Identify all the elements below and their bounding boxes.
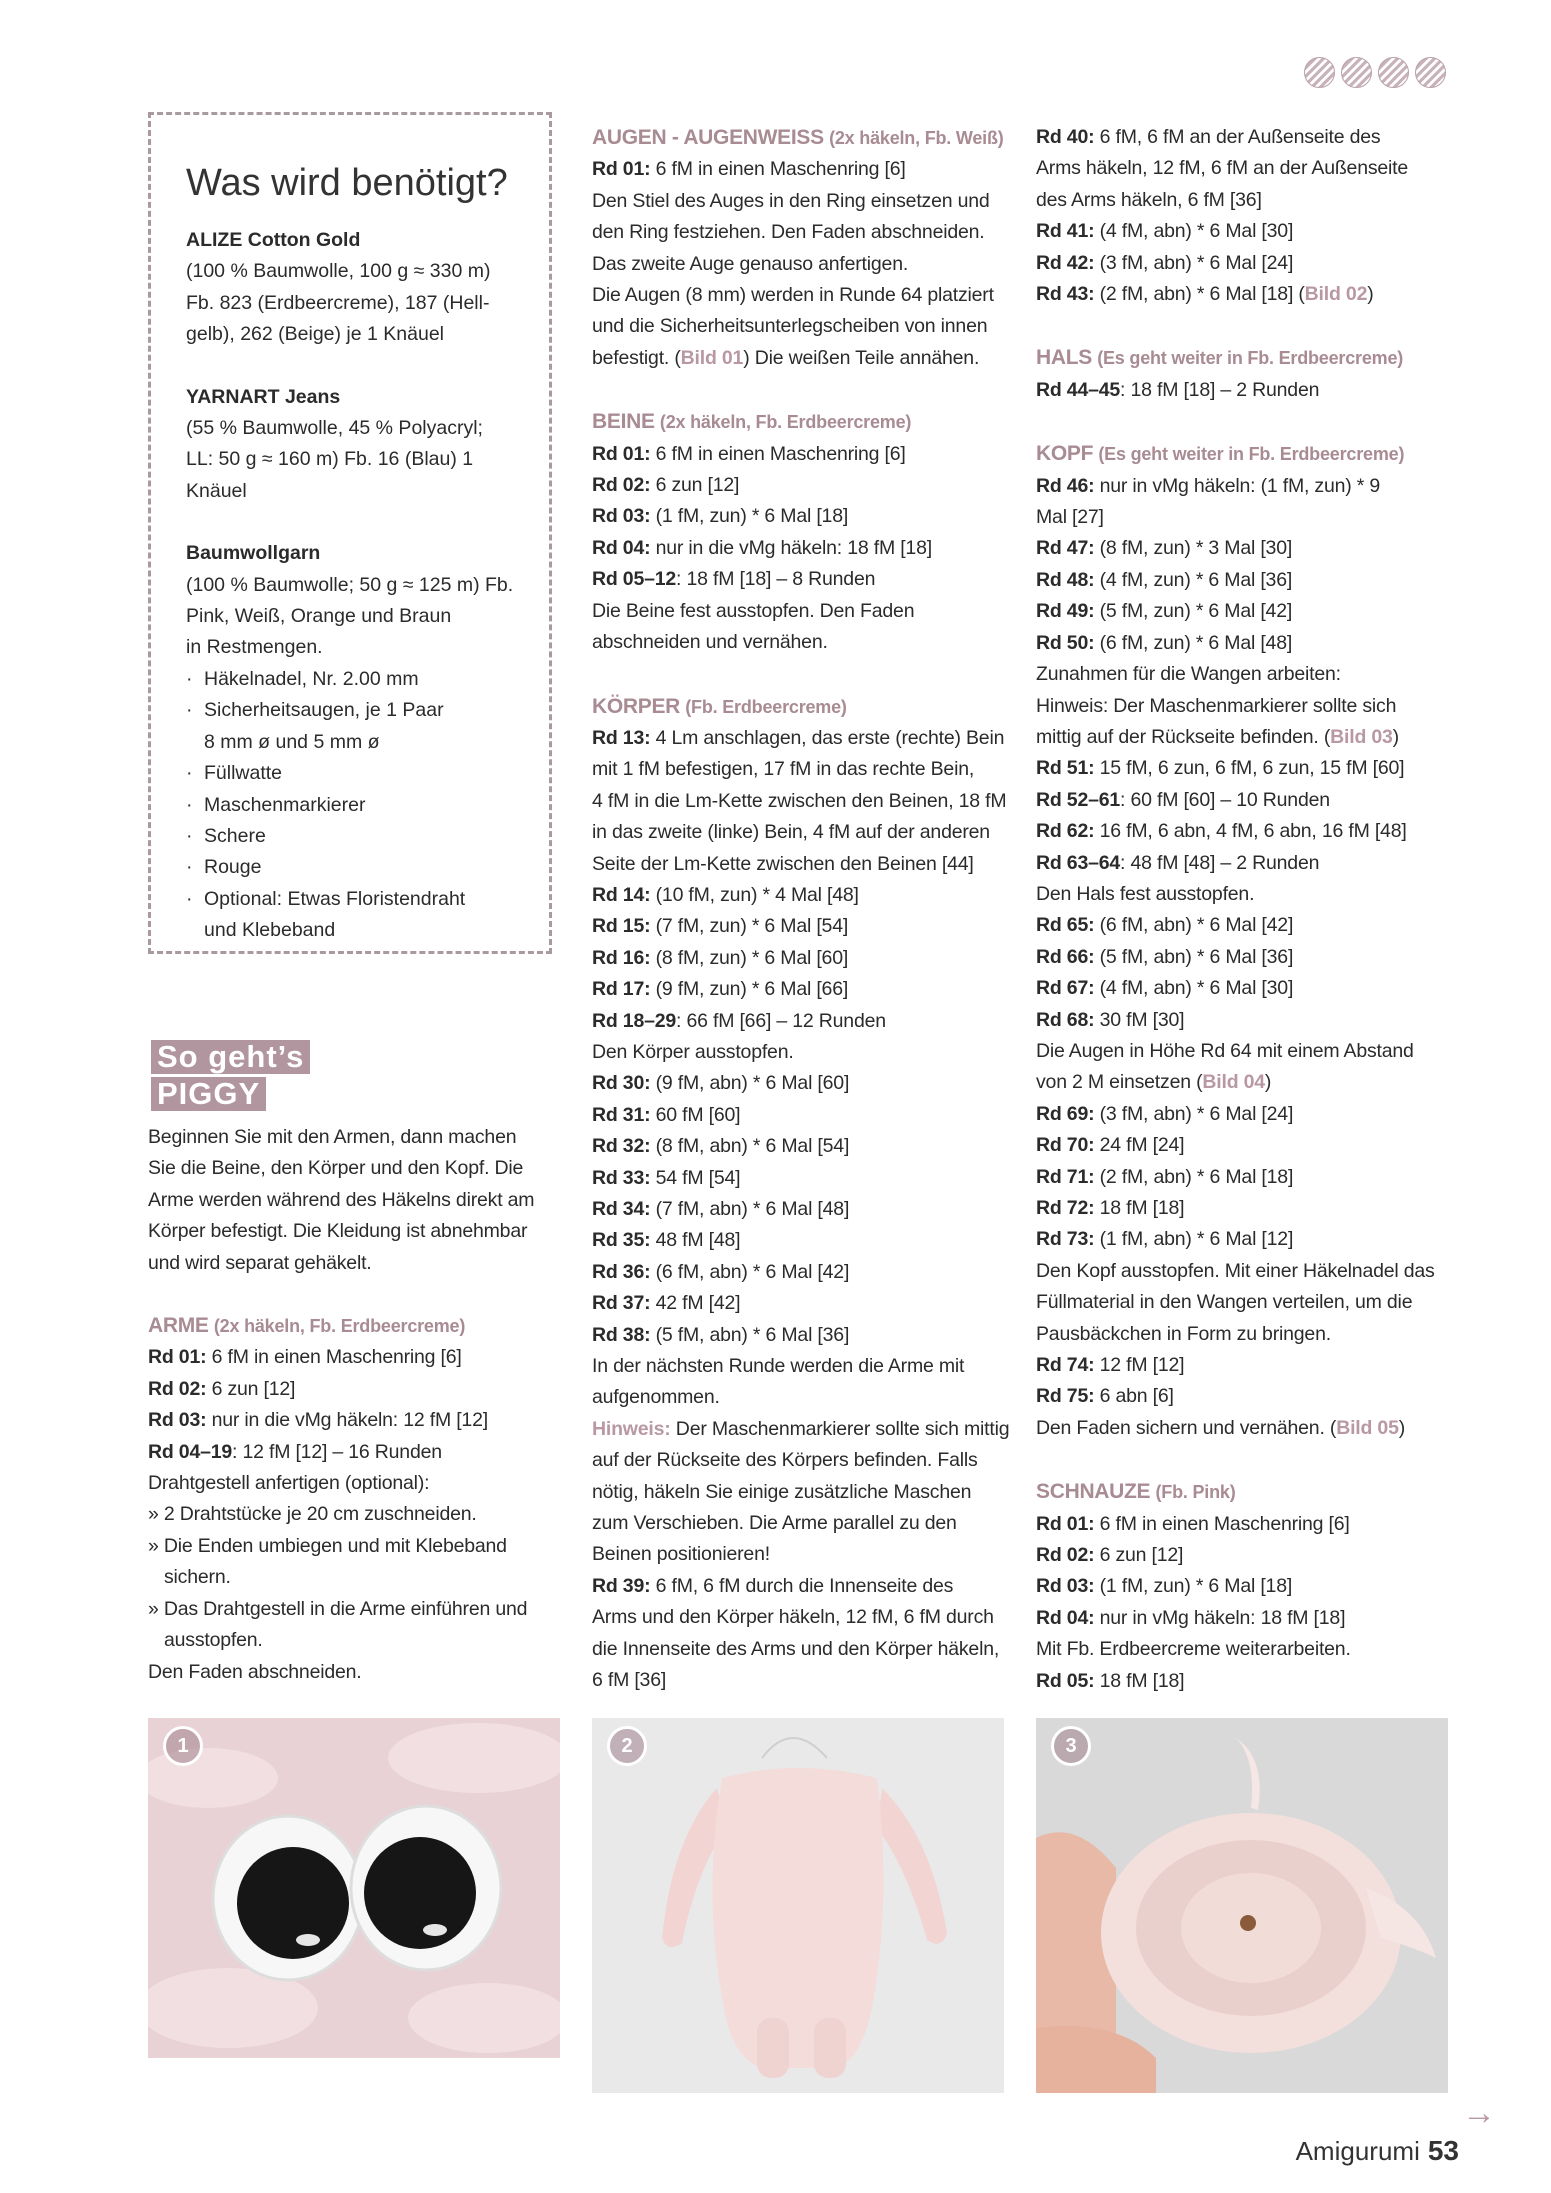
text-span: 54 fM [54] bbox=[650, 1166, 741, 1189]
round-row bbox=[1036, 628, 1456, 659]
text-span: (7 fM, zun) * 6 Mal [54] bbox=[650, 915, 849, 938]
text-span: Rd 33: bbox=[592, 1166, 651, 1189]
text-span: Rd 73: bbox=[1036, 1228, 1095, 1251]
round-row bbox=[592, 723, 1012, 754]
round-row bbox=[1036, 596, 1456, 627]
text-line: Den Stiel des Auges in den Ring einsetzen und bbox=[592, 189, 990, 212]
intro-line: und wird separat gehäkelt. bbox=[148, 1251, 372, 1274]
text-line: sichern. bbox=[164, 1566, 231, 1589]
text-span: Rd 65: bbox=[1036, 914, 1095, 937]
image-reference: Bild 05 bbox=[1336, 1416, 1399, 1439]
tag-piggy: PIGGY bbox=[151, 1077, 266, 1111]
materials-title: Was wird benötigt? bbox=[186, 162, 508, 204]
text-span: Rd 03: bbox=[592, 505, 651, 528]
text-span: Rd 42: bbox=[1036, 251, 1095, 274]
text-span: Rd 47: bbox=[1036, 537, 1095, 560]
round-row bbox=[1036, 1350, 1456, 1381]
text-span: (Es geht weiter in Fb. Erdbeercreme) bbox=[1098, 444, 1405, 465]
round-row bbox=[592, 1257, 1012, 1288]
text-span: Rd 04: bbox=[1036, 1606, 1095, 1629]
text-span: (6 fM, abn) * 6 Mal [42] bbox=[1094, 914, 1294, 937]
text-line: Beinen positionieren! bbox=[592, 1543, 770, 1566]
text-line: Seite der Lm-Kette zwischen den Beinen [44] bbox=[592, 852, 974, 875]
text-span: Rd 32: bbox=[592, 1135, 651, 1158]
text-span: Rd 44–45 bbox=[1036, 378, 1121, 401]
text-line: » Die Enden umbiegen und mit Klebeband bbox=[148, 1534, 507, 1557]
round-row bbox=[592, 154, 1012, 185]
text-line: ausstopfen. bbox=[164, 1629, 263, 1652]
magazine-title: Amigurumi bbox=[1295, 2136, 1420, 2166]
tool-item: · Füllwatte bbox=[186, 758, 536, 789]
intro-line: Körper befestigt. Die Kleidung ist abnehmbar bbox=[148, 1220, 528, 1243]
round-row bbox=[1036, 1099, 1456, 1130]
tool-item: · Sicherheitsaugen, je 1 Paar bbox=[186, 695, 536, 726]
text-line: Den Hals fest ausstopfen. bbox=[1036, 882, 1255, 905]
text-span: 4 Lm anschlagen, das erste (rechte) Bein bbox=[650, 726, 1005, 749]
section-heading-koerper bbox=[592, 691, 1012, 723]
text-span: Rd 67: bbox=[1036, 977, 1095, 1000]
material-line: gelb), 262 (Beige) je 1 Knäuel bbox=[186, 323, 445, 346]
intro-line: Sie die Beine, den Körper und den Kopf. Die bbox=[148, 1157, 524, 1180]
next-page-arrow-icon: → bbox=[1462, 2094, 1496, 2132]
page-footer bbox=[1296, 2135, 1459, 2167]
round-row bbox=[592, 1320, 1012, 1351]
text-span: HALS bbox=[1036, 346, 1092, 370]
round-row bbox=[1036, 1193, 1456, 1224]
text-line: nötig, häkeln Sie einige zusätzliche Maschen bbox=[592, 1480, 972, 1503]
yarn-ball-icon bbox=[1415, 57, 1446, 88]
text-span: Rd 69: bbox=[1036, 1102, 1095, 1125]
text-span: 30 fM [30] bbox=[1094, 1008, 1185, 1031]
round-row bbox=[1036, 1666, 1456, 1697]
text-span: Rd 46: bbox=[1036, 474, 1095, 497]
text-span: Rd 48: bbox=[1036, 568, 1095, 591]
image-reference: Bild 03 bbox=[1330, 725, 1393, 748]
text-line bbox=[1036, 1413, 1456, 1444]
text-span: : 66 fM [66] – 12 Runden bbox=[676, 1009, 886, 1032]
round-row bbox=[1036, 848, 1456, 879]
text-span: 6 fM in einen Maschenring [6] bbox=[206, 1346, 462, 1369]
text-line: Zunahmen für die Wangen arbeiten: bbox=[1036, 663, 1341, 686]
text-line: mit 1 fM befestigen, 17 fM in das rechte Bein, bbox=[592, 758, 975, 781]
round-row bbox=[592, 1131, 1012, 1162]
material-name: Baumwollgarn bbox=[186, 542, 321, 565]
text-span: (Fb. Erdbeercreme) bbox=[685, 696, 847, 717]
text-span: Rd 02: bbox=[1036, 1544, 1095, 1567]
text-span: (2x häkeln, Fb. Erdbeercreme) bbox=[213, 1316, 466, 1337]
text-span: 6 zun [12] bbox=[1094, 1544, 1184, 1567]
text-line: die Innenseite des Arms und den Körper häkeln, bbox=[592, 1637, 1000, 1660]
tool-item: · Optional: Etwas Floristendraht bbox=[186, 884, 536, 915]
material-name: ALIZE Cotton Gold bbox=[186, 229, 361, 251]
text-line bbox=[1036, 1067, 1456, 1098]
text-span: 6 fM in einen Maschenring [6] bbox=[1094, 1512, 1350, 1535]
text-span: Rd 16: bbox=[592, 946, 651, 969]
text-span: (9 fM, zun) * 6 Mal [66] bbox=[650, 978, 849, 1001]
text-span: Rd 51: bbox=[1036, 757, 1095, 780]
text-line bbox=[1036, 722, 1456, 753]
page-number: 53 bbox=[1427, 2135, 1459, 2166]
text-span: : 18 fM [18] – 8 Runden bbox=[676, 568, 876, 591]
text-line: Drahtgestell anfertigen (optional): bbox=[148, 1472, 430, 1495]
text-span: Rd 03: bbox=[148, 1409, 207, 1432]
text-span: (3 fM, abn) * 6 Mal [24] bbox=[1094, 251, 1294, 274]
text-span: 6 abn [6] bbox=[1094, 1385, 1174, 1408]
text-line: auf der Rückseite des Körpers befinden. Falls bbox=[592, 1449, 978, 1472]
round-row bbox=[1036, 1540, 1456, 1571]
section-heading-kopf bbox=[1036, 438, 1456, 470]
round-row bbox=[1036, 375, 1456, 406]
text-span: : 18 fM [18] – 2 Runden bbox=[1120, 378, 1320, 401]
text-span: Rd 39: bbox=[592, 1574, 651, 1597]
text-span: ARME bbox=[148, 1314, 209, 1338]
text-span: (4 fM, zun) * 6 Mal [36] bbox=[1094, 568, 1293, 591]
text-span: Rd 17: bbox=[592, 978, 651, 1001]
text-span: Rd 50: bbox=[1036, 631, 1095, 654]
text-span: Rd 41: bbox=[1036, 220, 1095, 243]
photo-number-badge: 3 bbox=[1051, 1726, 1091, 1766]
text-line: 6 fM [36] bbox=[592, 1669, 667, 1692]
column-3-text bbox=[1036, 122, 1456, 1697]
section-heading-schnauze bbox=[1036, 1476, 1456, 1508]
text-line: Arms häkeln, 12 fM, 6 fM an der Außenseite bbox=[1036, 157, 1409, 180]
text-span: Rd 31: bbox=[592, 1103, 651, 1126]
round-row bbox=[1036, 471, 1456, 502]
text-span: Rd 04: bbox=[592, 536, 651, 559]
section-heading-arme bbox=[148, 1310, 558, 1342]
text-span: (8 fM, zun) * 6 Mal [60] bbox=[650, 946, 849, 969]
text-span: Rd 15: bbox=[592, 915, 651, 938]
section-tag bbox=[151, 1077, 266, 1111]
round-row bbox=[592, 1571, 1012, 1602]
text-span: KÖRPER bbox=[592, 694, 681, 718]
text-span: Rd 72: bbox=[1036, 1197, 1095, 1219]
text-span: Rd 70: bbox=[1036, 1134, 1095, 1157]
text-span: Rd 40: bbox=[1036, 126, 1095, 148]
text-span: (7 fM, abn) * 6 Mal [48] bbox=[650, 1198, 850, 1220]
text-span: 6 fM, 6 fM an der Außenseite des bbox=[1094, 126, 1381, 148]
text-span: nur in die vMg häkeln: 12 fM [12] bbox=[206, 1409, 488, 1432]
text-span: Rd 01: bbox=[592, 158, 651, 181]
text-line: » 2 Drahtstücke je 20 cm zuschneiden. bbox=[148, 1503, 477, 1526]
round-row bbox=[1036, 942, 1456, 973]
round-row bbox=[148, 1437, 558, 1468]
text-span: Rd 02: bbox=[592, 474, 651, 497]
round-row bbox=[1036, 1509, 1456, 1540]
text-span: Rd 38: bbox=[592, 1323, 651, 1346]
round-row bbox=[148, 1374, 558, 1405]
tool-item-cont: 8 mm ø und 5 mm ø bbox=[204, 730, 380, 753]
text-line: Die Augen (8 mm) werden in Runde 64 platziert bbox=[592, 284, 994, 307]
text-span: Rd 05: bbox=[1036, 1669, 1095, 1692]
material-line: (100 % Baumwolle; 50 g ≈ 125 m) Fb. bbox=[186, 573, 514, 596]
intro-line: Beginnen Sie mit den Armen, dann machen bbox=[148, 1126, 517, 1148]
text-line: Mal [27] bbox=[1036, 506, 1104, 529]
round-row bbox=[592, 943, 1012, 974]
text-span: BEINE bbox=[592, 410, 655, 434]
text-span: Rd 62: bbox=[1036, 820, 1095, 843]
text-span: Rd 01: bbox=[148, 1346, 207, 1369]
material-line: (55 % Baumwolle, 45 % Polyacryl; bbox=[186, 417, 483, 440]
text-span: Rd 01: bbox=[592, 442, 651, 465]
round-row bbox=[1036, 216, 1456, 247]
materials-list bbox=[186, 225, 536, 947]
text-line: und die Sicherheitsunterlegscheiben von innen bbox=[592, 315, 988, 338]
text-span: (6 fM, abn) * 6 Mal [42] bbox=[650, 1260, 850, 1283]
text-span: (8 fM, zun) * 3 Mal [30] bbox=[1094, 537, 1293, 560]
text-span: 48 fM [48] bbox=[650, 1229, 741, 1252]
section-heading-hals bbox=[1036, 342, 1456, 374]
text-span: ) bbox=[1392, 725, 1399, 748]
text-span: mittig auf der Rückseite befinden. ( bbox=[1036, 725, 1331, 748]
text-span: Rd 03: bbox=[1036, 1575, 1095, 1598]
round-row bbox=[148, 1342, 558, 1373]
text-span: ) bbox=[1264, 1071, 1272, 1094]
text-line: des Arms häkeln, 6 fM [36] bbox=[1036, 188, 1262, 211]
text-span: (Es geht weiter in Fb. Erdbeercreme) bbox=[1097, 348, 1404, 369]
text-span: Rd 49: bbox=[1036, 600, 1095, 623]
round-row bbox=[1036, 973, 1456, 1004]
round-row bbox=[1036, 1162, 1456, 1193]
round-row bbox=[592, 1194, 1012, 1225]
text-span: 24 fM [24] bbox=[1094, 1134, 1185, 1157]
text-span: 6 fM in einen Maschenring [6] bbox=[650, 442, 906, 465]
text-line: 4 fM in die Lm-Kette zwischen den Beinen, 18 fM bbox=[592, 789, 1007, 812]
text-line: abschneiden und vernähen. bbox=[592, 631, 828, 654]
text-span: 60 fM [60] bbox=[650, 1103, 741, 1126]
text-span: Rd 37: bbox=[592, 1292, 651, 1315]
round-row bbox=[1036, 910, 1456, 941]
round-row bbox=[592, 1225, 1012, 1256]
text-span: Rd 63–64 bbox=[1036, 851, 1121, 874]
text-span: : 60 fM [60] – 10 Runden bbox=[1120, 788, 1330, 811]
text-line: Die Augen in Höhe Rd 64 mit einem Abstand bbox=[1036, 1039, 1414, 1062]
round-row bbox=[592, 439, 1012, 470]
text-span: (2 fM, abn) * 6 Mal [18] ( bbox=[1094, 283, 1305, 306]
text-span: (2x häkeln, Fb. Weiß) bbox=[829, 128, 1004, 148]
text-span: Rd 43: bbox=[1036, 283, 1095, 306]
text-span: ) bbox=[1398, 1416, 1406, 1439]
yarn-ball-icon bbox=[1304, 57, 1335, 88]
text-span: : 48 fM [48] – 2 Runden bbox=[1120, 851, 1320, 874]
round-row bbox=[592, 974, 1012, 1005]
text-span: Rd 13: bbox=[592, 726, 651, 749]
round-row bbox=[592, 533, 1012, 564]
text-span: nur in vMg häkeln: (1 fM, zun) * 9 bbox=[1094, 474, 1381, 497]
text-span: : 12 fM [12] – 16 Runden bbox=[232, 1440, 442, 1463]
section-heading-augen bbox=[592, 122, 1012, 154]
text-span: Rd 01: bbox=[1036, 1512, 1095, 1535]
text-span: 12 fM [12] bbox=[1094, 1354, 1185, 1377]
text-line: in das zweite (linke) Bein, 4 fM auf der anderen bbox=[592, 821, 990, 844]
round-row bbox=[1036, 1571, 1456, 1602]
text-span: KOPF bbox=[1036, 442, 1094, 466]
material-line: Fb. 823 (Erdbeercreme), 187 (Hell- bbox=[186, 291, 490, 314]
text-span: 15 fM, 6 zun, 6 fM, 6 zun, 15 fM [60] bbox=[1094, 757, 1405, 780]
text-line: Das zweite Auge genauso anfertigen. bbox=[592, 252, 909, 275]
text-line: » Das Drahtgestell in die Arme einführen und bbox=[148, 1597, 528, 1620]
material-line: LL: 50 g ≈ 160 m) Fb. 16 (Blau) 1 Knäuel bbox=[186, 448, 474, 502]
text-line: Den Faden abschneiden. bbox=[148, 1660, 362, 1683]
round-row bbox=[592, 880, 1012, 911]
text-span: Rd 71: bbox=[1036, 1165, 1095, 1188]
yarn-ball-icon bbox=[1378, 57, 1409, 88]
round-row bbox=[1036, 1603, 1456, 1634]
text-span: Hinweis: bbox=[592, 1417, 671, 1440]
text-span: Rd 05–12 bbox=[592, 568, 677, 591]
round-row bbox=[592, 564, 1012, 595]
text-span: Rd 66: bbox=[1036, 945, 1095, 968]
text-span: (6 fM, zun) * 6 Mal [48] bbox=[1094, 631, 1293, 654]
text-span: von 2 M einsetzen ( bbox=[1036, 1071, 1203, 1094]
text-span: (2 fM, abn) * 6 Mal [18] bbox=[1094, 1165, 1294, 1188]
text-span: nur in die vMg häkeln: 18 fM [18] bbox=[650, 536, 932, 559]
text-span: (4 fM, abn) * 6 Mal [30] bbox=[1094, 977, 1294, 1000]
text-span: Rd 35: bbox=[592, 1229, 651, 1252]
text-span: ) bbox=[1367, 283, 1374, 306]
text-span: SCHNAUZE bbox=[1036, 1480, 1151, 1504]
round-row bbox=[1036, 1381, 1456, 1412]
text-span: Rd 04–19 bbox=[148, 1440, 233, 1463]
text-span: Rd 52–61 bbox=[1036, 788, 1121, 811]
text-line: Den Kopf ausstopfen. Mit einer Häkelnadel das bbox=[1036, 1259, 1435, 1282]
text-span: (Fb. Pink) bbox=[1155, 1482, 1236, 1503]
tool-item: · Rouge bbox=[186, 852, 536, 883]
text-span: 18 fM [18] bbox=[1094, 1197, 1185, 1219]
tag-so-gehts: So geht’s bbox=[151, 1040, 310, 1074]
text-span: (5 fM, zun) * 6 Mal [42] bbox=[1094, 600, 1293, 623]
intro-line: Arme werden während des Häkelns direkt am bbox=[148, 1188, 535, 1211]
text-span: 6 zun [12] bbox=[206, 1377, 296, 1400]
text-span: (10 fM, zun) * 4 Mal [48] bbox=[650, 883, 859, 906]
image-reference: Bild 01 bbox=[680, 346, 744, 369]
section-heading-beine bbox=[592, 406, 1012, 438]
yarn-balls-decoration bbox=[1304, 57, 1452, 93]
text-span: (5 fM, abn) * 6 Mal [36] bbox=[650, 1323, 850, 1346]
round-row bbox=[592, 1068, 1012, 1099]
text-line bbox=[592, 343, 1012, 374]
text-span: (4 fM, abn) * 6 Mal [30] bbox=[1094, 220, 1294, 243]
text-span: 6 fM in einen Maschenring [6] bbox=[650, 158, 906, 181]
material-name: YARNART Jeans bbox=[186, 385, 341, 408]
round-row bbox=[1036, 785, 1456, 816]
round-row bbox=[592, 1288, 1012, 1319]
text-span: Den Faden sichern und vernähen. ( bbox=[1036, 1416, 1337, 1439]
text-span: Rd 14: bbox=[592, 883, 651, 906]
hint-line bbox=[592, 1414, 1012, 1445]
column-1-text bbox=[148, 1122, 558, 1688]
photo-3-head bbox=[1036, 1718, 1448, 2093]
round-row bbox=[1036, 753, 1456, 784]
text-line: In der nächsten Runde werden die Arme mit bbox=[592, 1355, 965, 1378]
text-span: AUGEN - AUGENWEISS bbox=[592, 126, 824, 149]
text-span: nur in vMg häkeln: 18 fM [18] bbox=[1094, 1606, 1346, 1629]
text-span: Rd 34: bbox=[592, 1198, 651, 1220]
tool-item-cont: und Klebeband bbox=[204, 919, 336, 942]
text-span: 16 fM, 6 abn, 4 fM, 6 abn, 16 fM [48] bbox=[1094, 820, 1407, 843]
column-2-text bbox=[592, 122, 1012, 1697]
text-line: aufgenommen. bbox=[592, 1386, 720, 1409]
round-row bbox=[592, 1163, 1012, 1194]
text-span: Rd 75: bbox=[1036, 1385, 1095, 1408]
image-reference: Bild 02 bbox=[1304, 283, 1368, 306]
text-line: Arms und den Körper häkeln, 12 fM, 6 fM durch bbox=[592, 1606, 994, 1629]
text-span: Rd 02: bbox=[148, 1377, 207, 1400]
round-row bbox=[1036, 122, 1456, 153]
round-row bbox=[1036, 816, 1456, 847]
round-row bbox=[1036, 279, 1456, 310]
round-row bbox=[1036, 1224, 1456, 1255]
material-line: Pink, Weiß, Orange und Braun bbox=[186, 605, 452, 628]
text-span: (1 fM, zun) * 6 Mal [18] bbox=[1094, 1575, 1293, 1598]
round-row bbox=[592, 1006, 1012, 1037]
round-row bbox=[148, 1405, 558, 1436]
text-line: zum Verschieben. Die Arme parallel zu den bbox=[592, 1512, 957, 1535]
text-span: (9 fM, abn) * 6 Mal [60] bbox=[650, 1072, 850, 1095]
material-line: in Restmengen. bbox=[186, 636, 323, 659]
round-row bbox=[592, 1100, 1012, 1131]
photo-number-badge: 2 bbox=[607, 1726, 647, 1766]
text-span: 6 zun [12] bbox=[650, 474, 740, 497]
text-line: Die Beine fest ausstopfen. Den Faden bbox=[592, 599, 915, 622]
text-span: Rd 18–29 bbox=[592, 1009, 677, 1032]
photo-2-body bbox=[592, 1718, 1004, 2093]
material-line: (100 % Baumwolle, 100 g ≈ 330 m) bbox=[186, 260, 491, 283]
text-line: Pausbäckchen in Form zu bringen. bbox=[1036, 1322, 1331, 1345]
text-span: Der Maschenmarkierer sollte sich mittig bbox=[670, 1417, 1010, 1440]
text-span: befestigt. ( bbox=[592, 346, 681, 369]
text-span: (1 fM, abn) * 6 Mal [12] bbox=[1094, 1228, 1294, 1251]
round-row bbox=[1036, 1130, 1456, 1161]
text-span: 18 fM [18] bbox=[1094, 1669, 1185, 1692]
text-span: (2x häkeln, Fb. Erdbeercreme) bbox=[659, 412, 912, 433]
tool-item: · Häkelnadel, Nr. 2.00 mm bbox=[186, 664, 536, 695]
text-span: 6 fM, 6 fM durch die Innenseite des bbox=[650, 1574, 954, 1597]
text-line: Mit Fb. Erdbeercreme weiterarbeiten. bbox=[1036, 1638, 1351, 1661]
photo-number-badge: 1 bbox=[163, 1726, 203, 1766]
text-span: 42 fM [42] bbox=[650, 1292, 741, 1315]
tool-item: · Schere bbox=[186, 821, 536, 852]
tool-item: · Maschenmarkierer bbox=[186, 790, 536, 821]
round-row bbox=[592, 470, 1012, 501]
yarn-ball-icon bbox=[1341, 57, 1372, 88]
round-row bbox=[1036, 565, 1456, 596]
text-span: Rd 74: bbox=[1036, 1354, 1095, 1377]
text-span: ) Die weißen Teile annähen. bbox=[743, 346, 980, 369]
photo-1-eyes bbox=[148, 1718, 560, 2058]
text-line: Füllmaterial in den Wangen verteilen, um die bbox=[1036, 1291, 1413, 1314]
text-span: Rd 36: bbox=[592, 1260, 651, 1283]
text-line: Den Körper ausstopfen. bbox=[592, 1040, 794, 1063]
round-row bbox=[1036, 533, 1456, 564]
text-span: (3 fM, abn) * 6 Mal [24] bbox=[1094, 1102, 1294, 1125]
text-span: Rd 68: bbox=[1036, 1008, 1095, 1031]
round-row bbox=[592, 911, 1012, 942]
round-row bbox=[1036, 248, 1456, 279]
text-span: (1 fM, zun) * 6 Mal [18] bbox=[650, 505, 849, 528]
text-line: Hinweis: Der Maschenmarkierer sollte sich bbox=[1036, 694, 1397, 717]
text-span: (5 fM, abn) * 6 Mal [36] bbox=[1094, 945, 1294, 968]
section-tag bbox=[151, 1040, 310, 1074]
round-row bbox=[592, 501, 1012, 532]
text-span: (8 fM, abn) * 6 Mal [54] bbox=[650, 1135, 850, 1158]
image-reference: Bild 04 bbox=[1202, 1071, 1265, 1094]
text-line: den Ring festziehen. Den Faden abschneiden. bbox=[592, 221, 985, 244]
round-row bbox=[1036, 1005, 1456, 1036]
text-span: Rd 30: bbox=[592, 1072, 651, 1095]
